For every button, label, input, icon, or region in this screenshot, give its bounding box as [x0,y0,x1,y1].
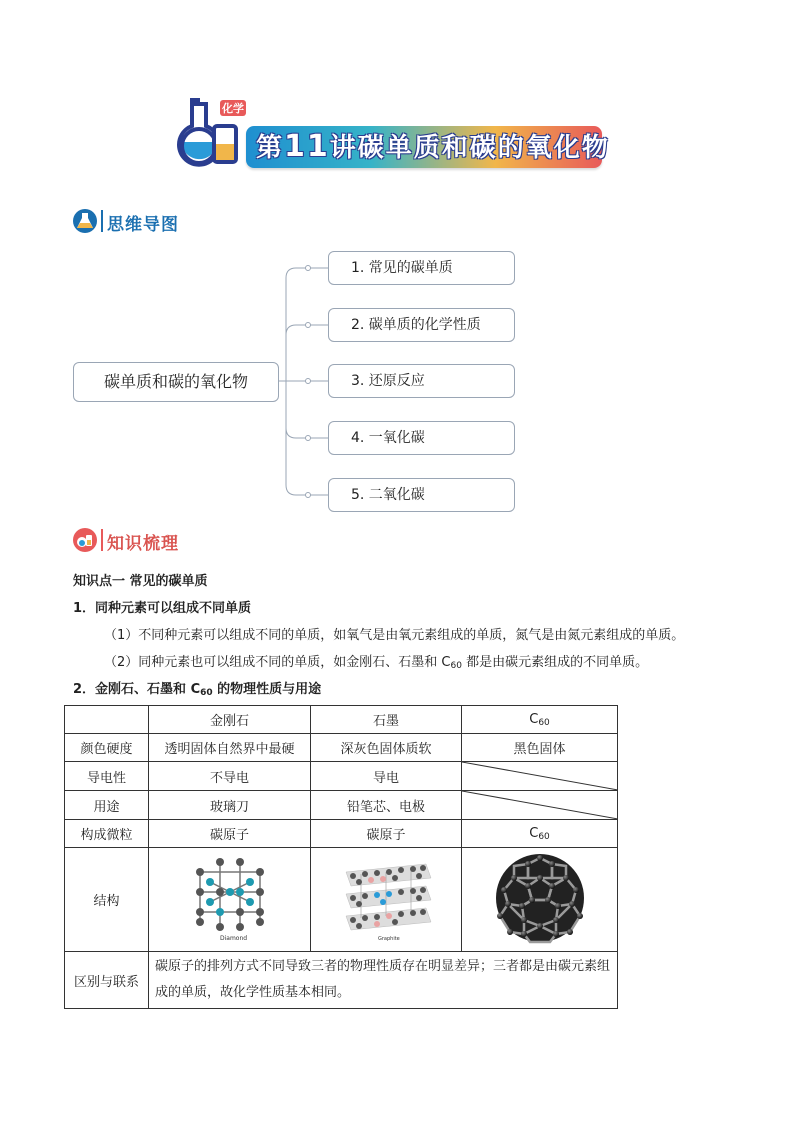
table-header-diamond: 金刚石 [149,706,311,734]
lesson-number: 11 [284,129,330,164]
row-label: 区别与联系 [65,952,149,1009]
graphite-caption: Graphite [378,935,400,942]
diamond-structure-cell [149,848,311,952]
mindmap-item: 2. 碳单质的化学性质 [328,308,515,342]
logo-badge-text: 化学 [222,102,244,115]
table-header-c60: $C_{60}$ [462,706,618,734]
table-header-blank [65,706,149,734]
diagonal-empty-cell [462,762,618,791]
mindmap-root: 碳单质和碳的氧化物 [73,362,279,402]
subheading-2: 2．金刚石、石墨和 $C_{60}$ 的物理性质与用途 [73,682,322,698]
diagonal-line [462,762,618,790]
row-label: 导电性 [65,762,149,791]
paragraph-2: （2）同种元素也可以组成不同的单质，如金刚石、石墨和 $C_{60}$ 都是由碳元素组成的不同单质。 [104,655,649,671]
row-label: 构成微粒 [65,820,149,848]
section-divider [101,529,103,551]
properties-table [64,705,618,1009]
mindmap-item: 5. 二氧化碳 [328,478,515,512]
table-cell: $C_{60}$ [462,820,618,848]
diamond-caption: Diamond [219,934,247,942]
row-label: 颜色硬度 [65,734,149,762]
c60-structure-image [492,850,588,946]
table-cell: 铅笔芯、电极 [311,791,462,820]
lab-section-icon [72,527,98,553]
mindmap-item: 3. 还原反应 [328,364,515,398]
row-label: 结构 [65,848,149,952]
table-cell: 黑色固体 [462,734,618,762]
title-text: 讲碳单质和碳的氧化物 [329,133,610,163]
mindmap-item: 1. 常见的碳单质 [328,251,515,285]
graphite-structure-image [331,852,441,944]
diagonal-line [462,791,618,819]
graphite-structure-cell [311,848,462,952]
table-cell: 碳原子 [311,820,462,848]
knowledge-point-title: 知识点一 常见的碳单质 [73,574,208,589]
mindmap-item: 4. 一氧化碳 [328,421,515,455]
section-title-knowledge: 知识梳理 [107,534,179,554]
section-title-mindmap: 思维导图 [107,215,179,235]
title-prefix: 第 [256,133,285,163]
c60-structure-cell [462,848,618,952]
table-cell: 碳原子 [149,820,311,848]
table-cell: 透明固体自然界中最硬 [149,734,311,762]
subheading-1: 1．同种元素可以组成不同单质 [73,601,252,616]
table-cell: 导电 [311,762,462,791]
relation-text: 碳原子的排列方式不同导致三者的物理性质存在明显差异；三者都是由碳元素组成的单质，故化学性质基本相同。 [149,952,618,1009]
paragraph-1: （1）不同种元素可以组成不同的单质，如氧气是由氧元素组成的单质，氮气是由氮元素组成的单质。 [104,628,685,643]
table-cell: 不导电 [149,762,311,791]
table-header-graphite: 石墨 [311,706,462,734]
table-cell: 玻璃刀 [149,791,311,820]
row-label: 用途 [65,791,149,820]
diamond-structure-image [180,852,280,944]
diagonal-empty-cell [462,791,618,820]
table-cell: 深灰色固体质软 [311,734,462,762]
